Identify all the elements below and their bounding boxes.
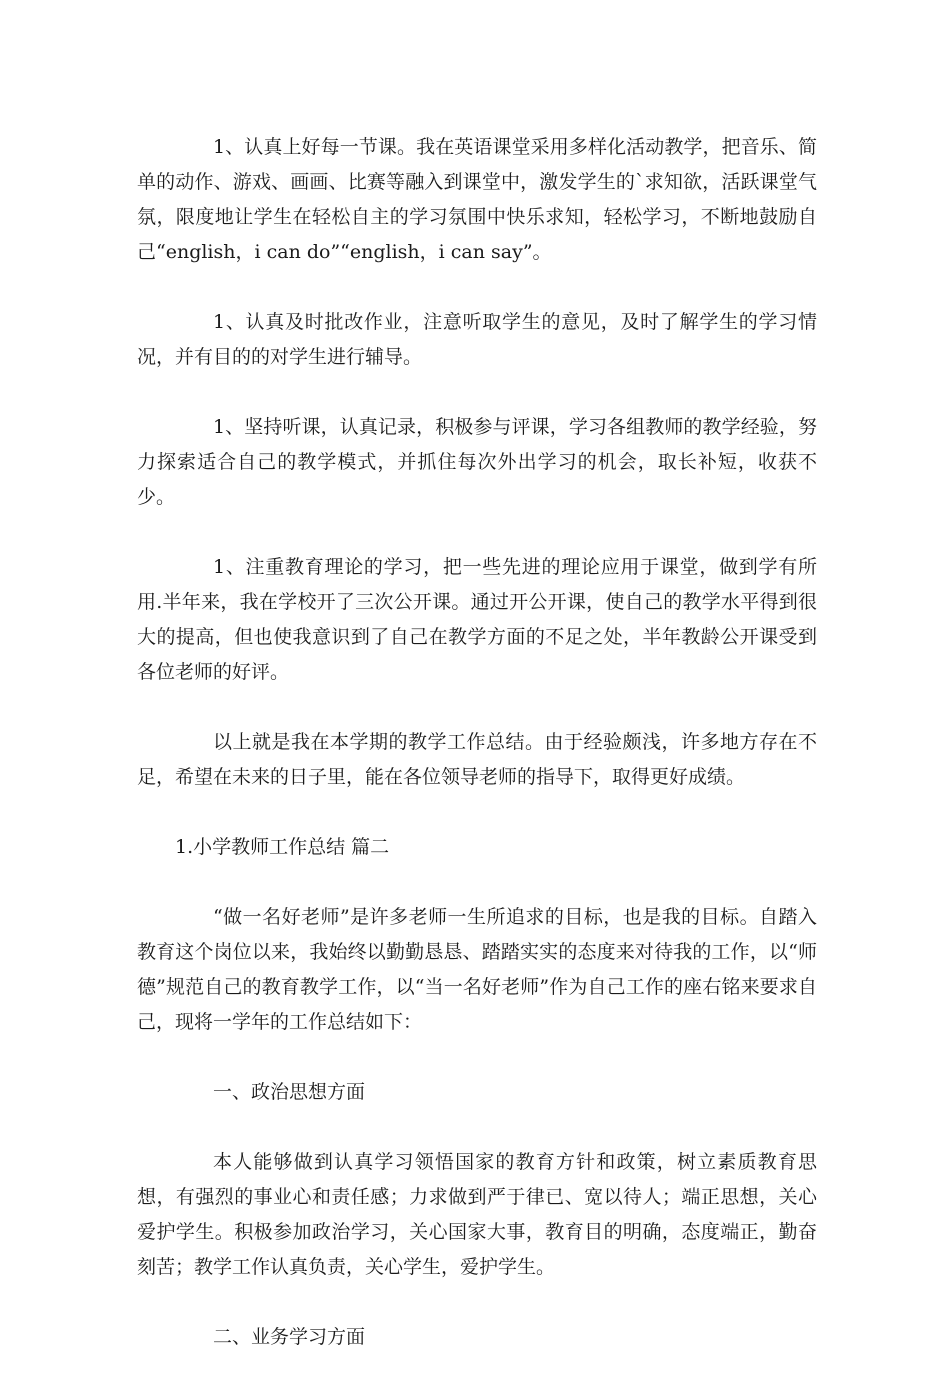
- paragraph-lesson-teaching: 1、认真上好每一节课。我在英语课堂采用多样化活动教学，把音乐、简单的动作、游戏、画画、比赛等融入到课堂中，激发学生的`求知欲，活跃课堂气氛，限度地让学生在轻松自主的学习氛围中快乐求知，轻松学习，不断地鼓励自己“english，i can do”“english，i can say”。: [137, 136, 817, 263]
- paragraph-intro: “做一名好老师”是许多老师一生所追求的目标，也是我的目标。自踏入教育这个岗位以来，我始终以勤勤恳恳、踏踏实实的态度来对待我的工作，以“师德”规范自己的教育教学工作，以“当一名好老师”作为自己工作的座右铭来要求自己，现将一学年的工作总结如下：: [137, 906, 817, 1033]
- paragraph-theory-study: 1、注重教育理论的学习，把一些先进的理论应用于课堂，做到学有所用.半年来，我在学校开了三次公开课。通过开公开课，使自己的教学水平得到很大的提高，但也使我意识到了自己在教学方面的不足之处，半年教龄公开课受到各位老师的好评。: [137, 556, 817, 683]
- document-body: [137, 130, 817, 1390]
- section-heading-professional-study: 二、业务学习方面: [213, 1326, 366, 1348]
- paragraph-conclusion: 以上就是我在本学期的教学工作总结。由于经验颇浅，许多地方存在不足，希望在未来的日子里，能在各位领导老师的指导下，取得更好成绩。: [137, 731, 817, 788]
- paragraph-homework: 1、认真及时批改作业，注意听取学生的意见，及时了解学生的学习情况，并有目的的对学生进行辅导。: [137, 311, 817, 368]
- paragraph-politics: 本人能够做到认真学习领悟国家的教育方针和政策，树立素质教育思想，有强烈的事业心和责任感；力求做到严于律已、宽以待人；端正思想，关心爱护学生。积极参加政治学习，关心国家大事，教育目的明确，态度端正，勤奋刻苦；教学工作认真负责，关心学生，爱护学生。: [137, 1151, 817, 1278]
- article-subheading: 1.小学教师工作总结 篇二: [175, 836, 390, 858]
- section-heading-politics: 一、政治思想方面: [213, 1081, 366, 1103]
- paragraph-lesson-observation: 1、坚持听课，认真记录，积极参与评课，学习各组教师的教学经验，努力探索适合自己的教学模式，并抓住每次外出学习的机会，取长补短，收获不少。: [137, 416, 817, 508]
